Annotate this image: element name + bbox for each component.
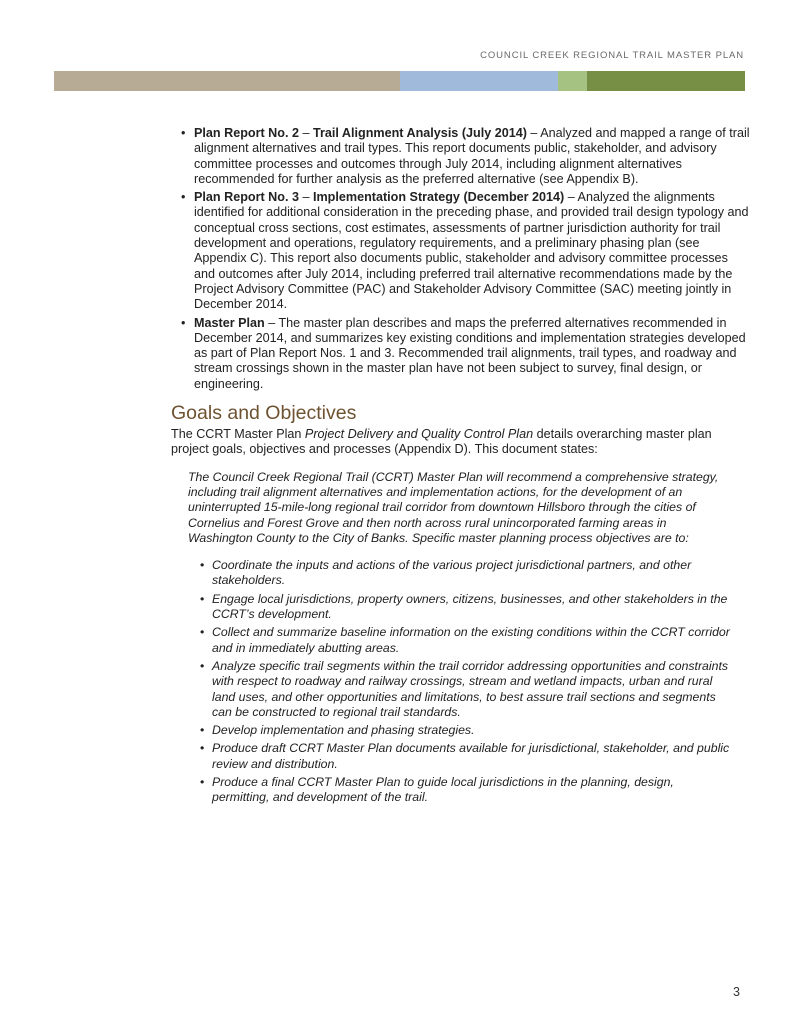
header-color-bar [54, 71, 745, 91]
objective-item: • Produce draft CCRT Master Plan documents available for jurisdictional, stakeholder, and public review and distribution. [188, 741, 733, 772]
main-content [171, 126, 751, 809]
intro-document-title: Project Delivery and Quality Control Plan [304, 427, 534, 442]
report-dash: – [298, 126, 313, 140]
objective-item: • Develop implementation and phasing strategies. [188, 723, 733, 738]
running-header: COUNCIL CREEK REGIONAL TRAIL MASTER PLAN [480, 50, 744, 61]
objective-item: • Produce a final CCRT Master Plan to guide local jurisdictions in the planning, design, permitting, and development of the trail. [188, 775, 733, 806]
color-bar-segment-dark-green [587, 71, 745, 91]
color-bar-segment-tan [54, 71, 400, 91]
report-name: Plan Report No. 2 [194, 126, 299, 140]
report-name: Plan Report No. 3 [194, 190, 299, 205]
objective-item: • Analyze specific trail segments within the trail corridor addressing opportunities and constraints with respect to roadway and railway crossings, stream and wetland impacts, urban and rural land uses, and other opportunities and limitations, to best assure trail sections and segments can be constructed to regional trail standards. [188, 659, 733, 720]
objective-item: • Engage local jurisdictions, property owners, citizens, businesses, and other stakeholders in the CCRT’s development. [188, 592, 733, 623]
report-text: – The master plan describes and maps the preferred alternatives recommended in December 2014, and summarizes key existing conditions and implementation strategies developed as part of Plan Report Nos. 1 and 3. Recommended trail alignments, trail types, and roadway and stream crossings shown in the master plan have not been subject to survey, final design, or engineering. [194, 315, 746, 391]
color-bar-segment-light-green [558, 71, 587, 91]
report-text: – Analyzed the alignments identified for additional consideration in the preceding phase, and provided trail design typology and conceptual cross sections, cost estimates, assessments of partner jurisdiction authority for trail development and operations, regulatory requirements, and a preliminary phasing plan (see Appendix C). This report also documents public, stakeholder and advisory committee processes and outcomes after July 2014, including preferred trail alternative recommendations made by the Project Advisory Committee (PAC) and Stakeholder Advisory Committee (SAC) meeting jointly in December 2014. [194, 190, 749, 312]
intro-text-pre: The CCRT Master Plan [171, 427, 305, 442]
report-title: Implementation Strategy (December 2014) [312, 190, 565, 205]
report-name: Master Plan [194, 315, 265, 330]
color-bar-segment-blue [400, 71, 558, 91]
report-item [171, 316, 751, 392]
page-number: 3 [733, 985, 740, 999]
intro-paragraph [171, 427, 751, 458]
objective-item: • Coordinate the inputs and actions of the various project jurisdictional partners, and other stakeholders. [188, 558, 733, 589]
report-text: – Analyzed and mapped a range of trail alignment alternatives and trail types. This report documents public, stakeholder, and advisory committee processes and outcomes through July 2014, including alignment alternatives recommended for further analysis as the preferred alternative (see Appendix B). [194, 126, 750, 186]
quote-paragraph: The Council Creek Regional Trail (CCRT) Master Plan will recommend a comprehensive strategy, including trail alignment alternatives and implementation actions, for the development of an uninterrupted 15-mile-long regional trail corridor from downtown Hillsboro through the cities of Cornelius and Forest Grove and then north across rural unincorporated farming areas in Washington County to the City of Banks. Specific master planning process objectives are to: [188, 469, 719, 545]
report-item [171, 126, 751, 187]
report-list [171, 126, 751, 392]
block-quote [188, 470, 733, 806]
objective-list [188, 558, 733, 805]
section-heading: Goals and Objectives [171, 402, 357, 425]
report-item [171, 190, 751, 312]
report-dash: – [298, 190, 313, 205]
objective-item: • Collect and summarize baseline information on the existing conditions within the CCRT corridor and in immediately abutting areas. [188, 625, 733, 656]
report-title: Trail Alignment Analysis (July 2014) [312, 126, 527, 140]
intro-text-post: details overarching master plan project goals, objectives and processes (Appendix D). This document states: [171, 427, 712, 457]
